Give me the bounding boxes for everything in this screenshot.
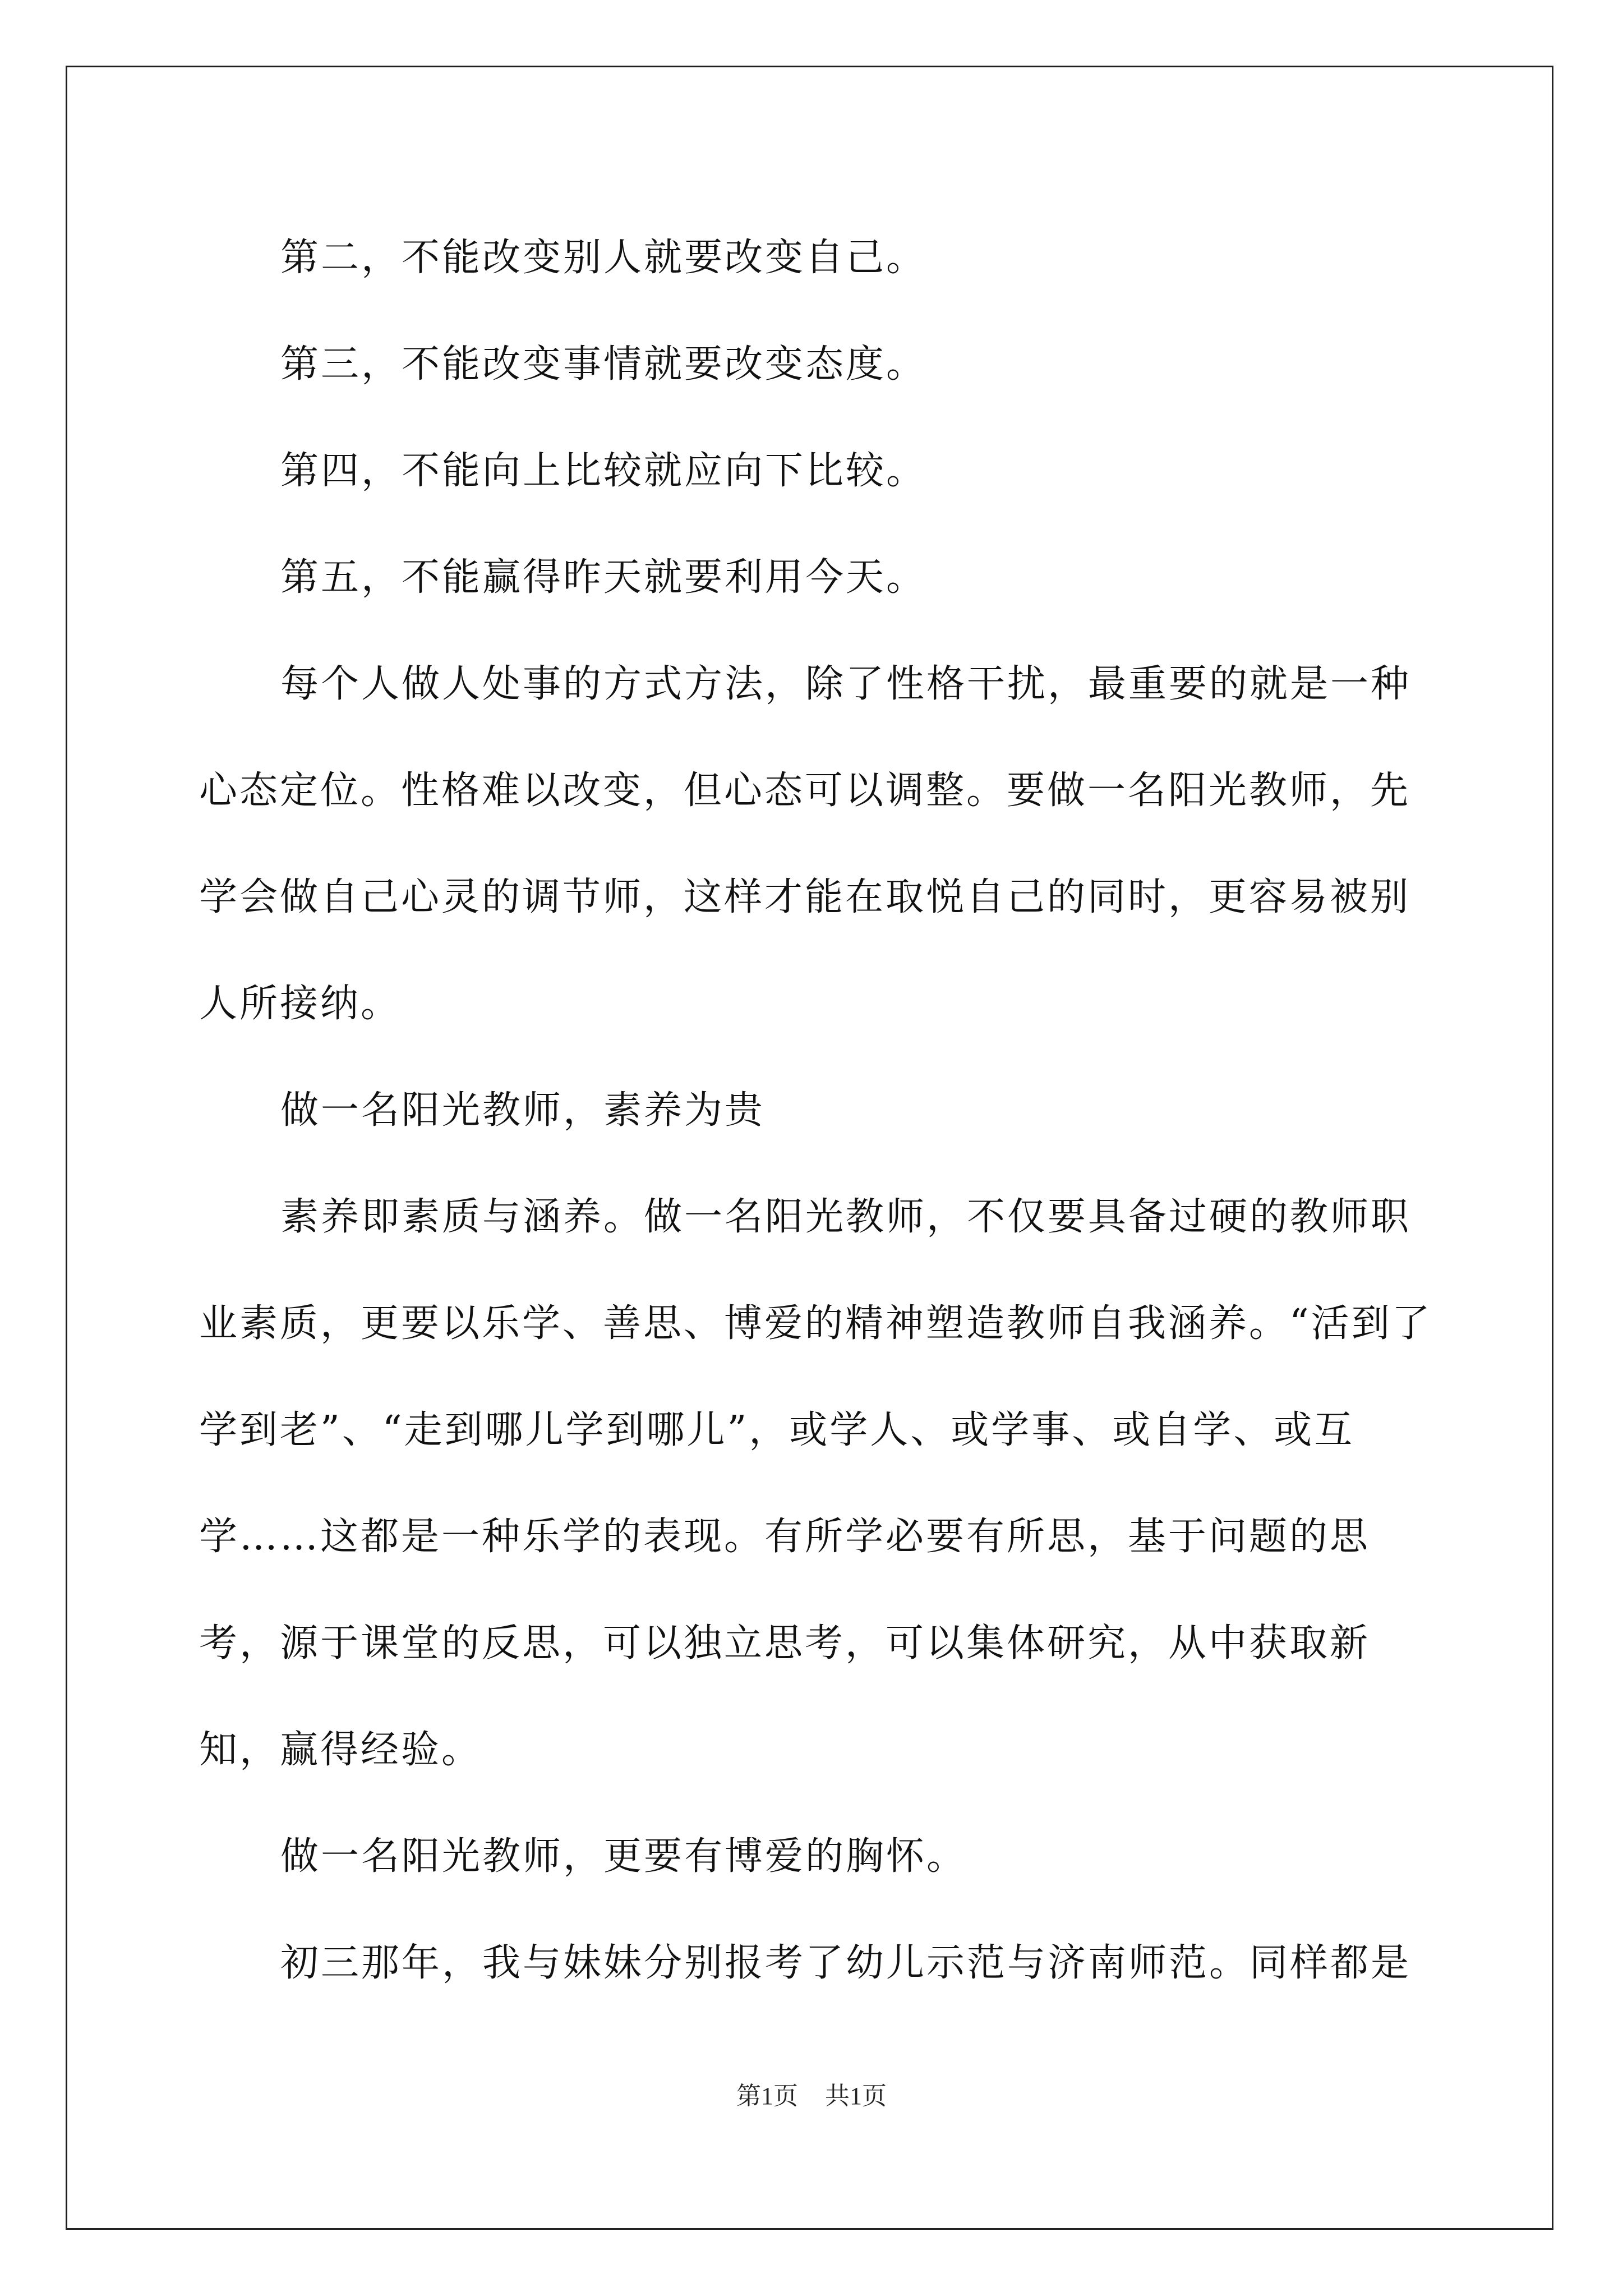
section-heading: 做一名阳光教师，素养为贵 — [280, 1088, 766, 1133]
page-footer — [0, 2076, 1623, 2111]
paragraph: 第三，不能改变事情就要改变态度。 — [280, 342, 927, 386]
paragraph: 初三那年，我与妹妹分别报考了幼儿示范与济南师范。同样都是 — [280, 1941, 1412, 1985]
paragraph: 第四，不能向上比较就应向下比较。 — [280, 449, 927, 493]
paragraph: 素养即素质与涵养。做一名阳光教师，不仅要具备过硬的教师职业素质，更要以乐学、善思、博爱的精神塑造教师自我涵养。“活到了学到老”、“走到哪儿学到哪儿”，或学人、或学事、或自学、或互学……这都是一种乐学的表现。有所学必要有所思，基于问题的思考，源于课堂的反思，可以独立思考，可以集体研究，从中获取新知，赢得经验。 — [199, 1195, 1432, 1772]
paragraph: 做一名阳光教师，更要有博爱的胸怀。 — [280, 1834, 967, 1879]
page-total: 共1页 — [825, 2082, 887, 2110]
paragraph: 每个人做人处事的方式方法，除了性格干扰，最重要的就是一种心态定位。性格难以改变，但心态可以调整。要做一名阳光教师，先学会做自己心灵的调节师，这样才能在取悦自己的同时，更容易被别人所接纳。 — [199, 662, 1412, 1026]
paragraph: 第五，不能赢得昨天就要利用今天。 — [280, 555, 927, 600]
paragraph: 第二，不能改变别人就要改变自己。 — [280, 236, 927, 280]
document-body — [199, 205, 1444, 2017]
page-number: 第1页 — [736, 2082, 798, 2110]
